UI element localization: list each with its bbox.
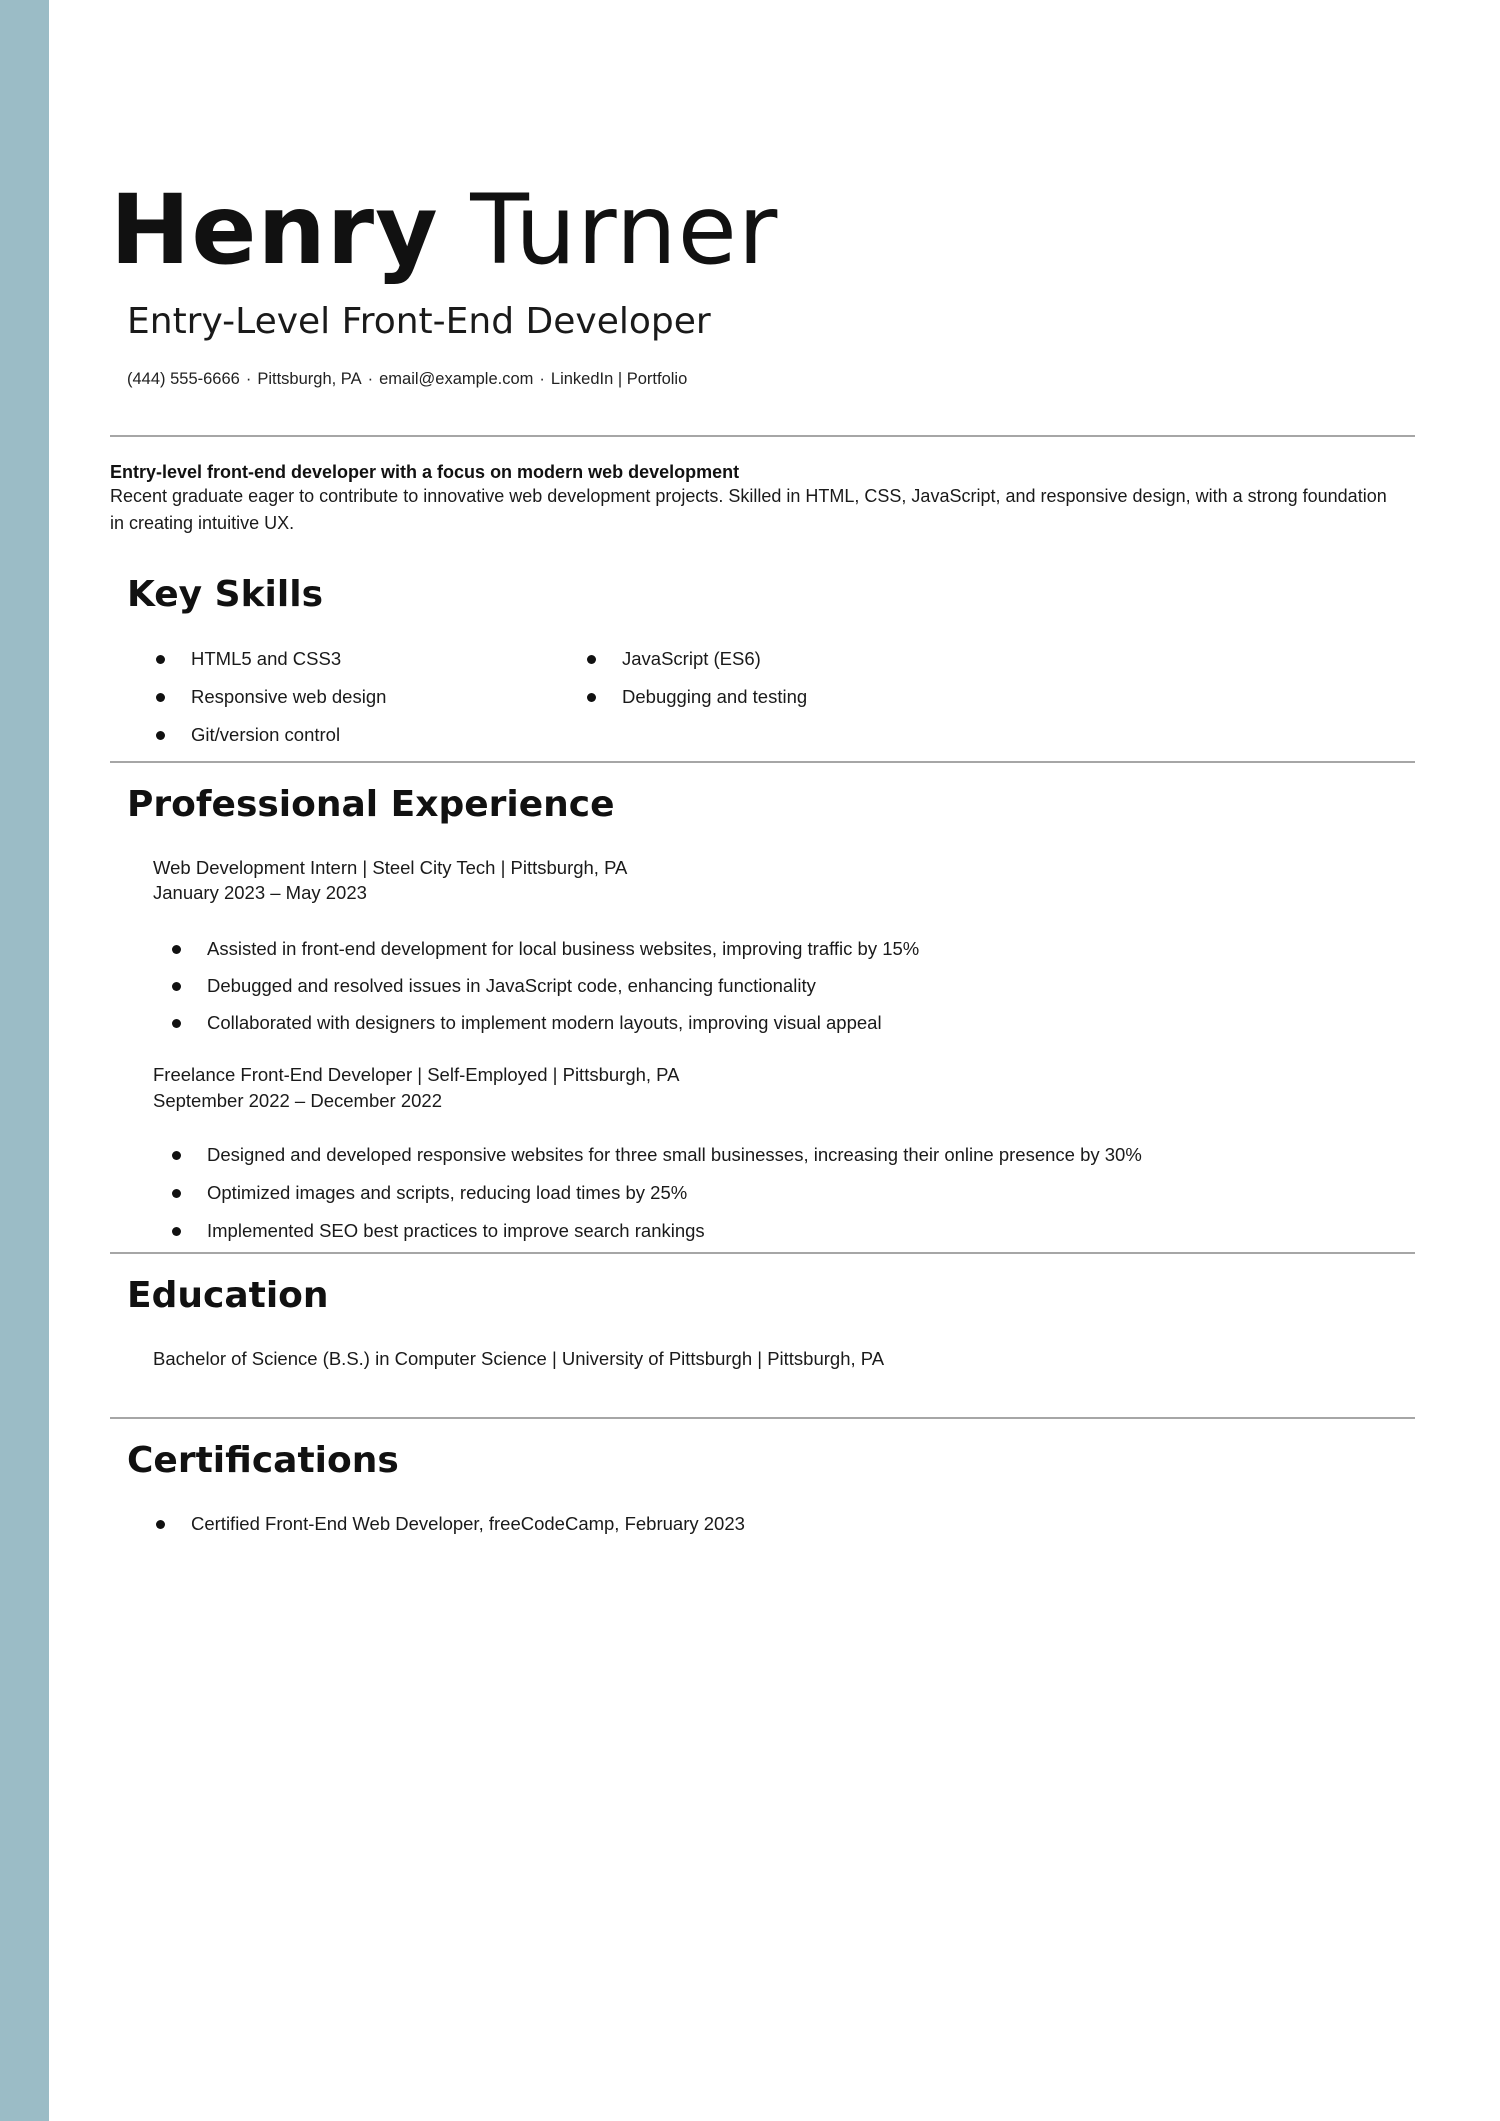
skill-item: HTML5 and CSS3 — [191, 648, 342, 669]
phone: (444) 555-6666 — [127, 370, 240, 388]
contact-separator: · — [245, 370, 252, 388]
job-bullet: Debugged and resolved issues in JavaScript code, enhancing functionality — [207, 975, 816, 996]
location: Pittsburgh, PA — [257, 370, 362, 388]
divider — [110, 1417, 1415, 1419]
job-dates: January 2023 – May 2023 — [153, 882, 367, 903]
skill-item: Git/version control — [191, 724, 341, 745]
job-bullet: Implemented SEO best practices to improve search rankings — [207, 1220, 705, 1241]
divider — [110, 1252, 1415, 1254]
summary-headline: Entry-level front-end developer with a focus on modern web development — [110, 462, 740, 482]
degree-line: Bachelor of Science (B.S.) in Computer Science | University of Pittsburgh | Pittsburgh, PA — [153, 1348, 885, 1369]
skill-item: JavaScript (ES6) — [622, 648, 761, 669]
section-title-education: Education — [127, 1275, 329, 1316]
email: email@example.com — [379, 370, 534, 388]
job-role-line: Web Development Intern | Steel City Tech | Pittsburgh, PA — [153, 857, 628, 878]
sidebar-accent-bar — [0, 0, 49, 2121]
section-title-certifications: Certifications — [127, 1440, 399, 1481]
contact-line — [127, 368, 687, 390]
section-title-key-skills: Key Skills — [127, 574, 323, 615]
section-title-experience: Professional Experience — [127, 784, 615, 825]
last-name: Turner — [470, 174, 779, 286]
job-bullet: Assisted in front-end development for local business websites, improving traffic by 15% — [207, 938, 920, 959]
skill-item: Responsive web design — [191, 686, 387, 707]
divider — [110, 761, 1415, 763]
divider — [110, 435, 1415, 437]
summary-body: Recent graduate eager to contribute to innovative web development projects. Skilled in HTML, CSS, JavaScript, and responsive design, with a strong foundation in creating intuitive UX. — [110, 486, 1387, 533]
job-bullet: Designed and developed responsive websites for three small businesses, increasing their online presence by 30% — [207, 1144, 1142, 1165]
job-role-line: Freelance Front-End Developer | Self-Employed | Pittsburgh, PA — [153, 1064, 680, 1085]
candidate-name — [110, 170, 778, 290]
job-title: Entry-Level Front-End Developer — [127, 301, 711, 342]
job-dates: September 2022 – December 2022 — [153, 1090, 442, 1111]
certification-item: Certified Front-End Web Developer, freeCodeCamp, February 2023 — [191, 1513, 745, 1534]
contact-separator: · — [539, 370, 545, 388]
job-bullet: Optimized images and scripts, reducing load times by 25% — [207, 1182, 688, 1203]
first-name: Henry — [110, 174, 439, 286]
skill-item: Debugging and testing — [622, 686, 808, 707]
job-bullet: Collaborated with designers to implement modern layouts, improving visual appeal — [207, 1012, 882, 1033]
contact-separator: · — [367, 370, 374, 388]
profile-links: LinkedIn | Portfolio — [550, 370, 688, 388]
